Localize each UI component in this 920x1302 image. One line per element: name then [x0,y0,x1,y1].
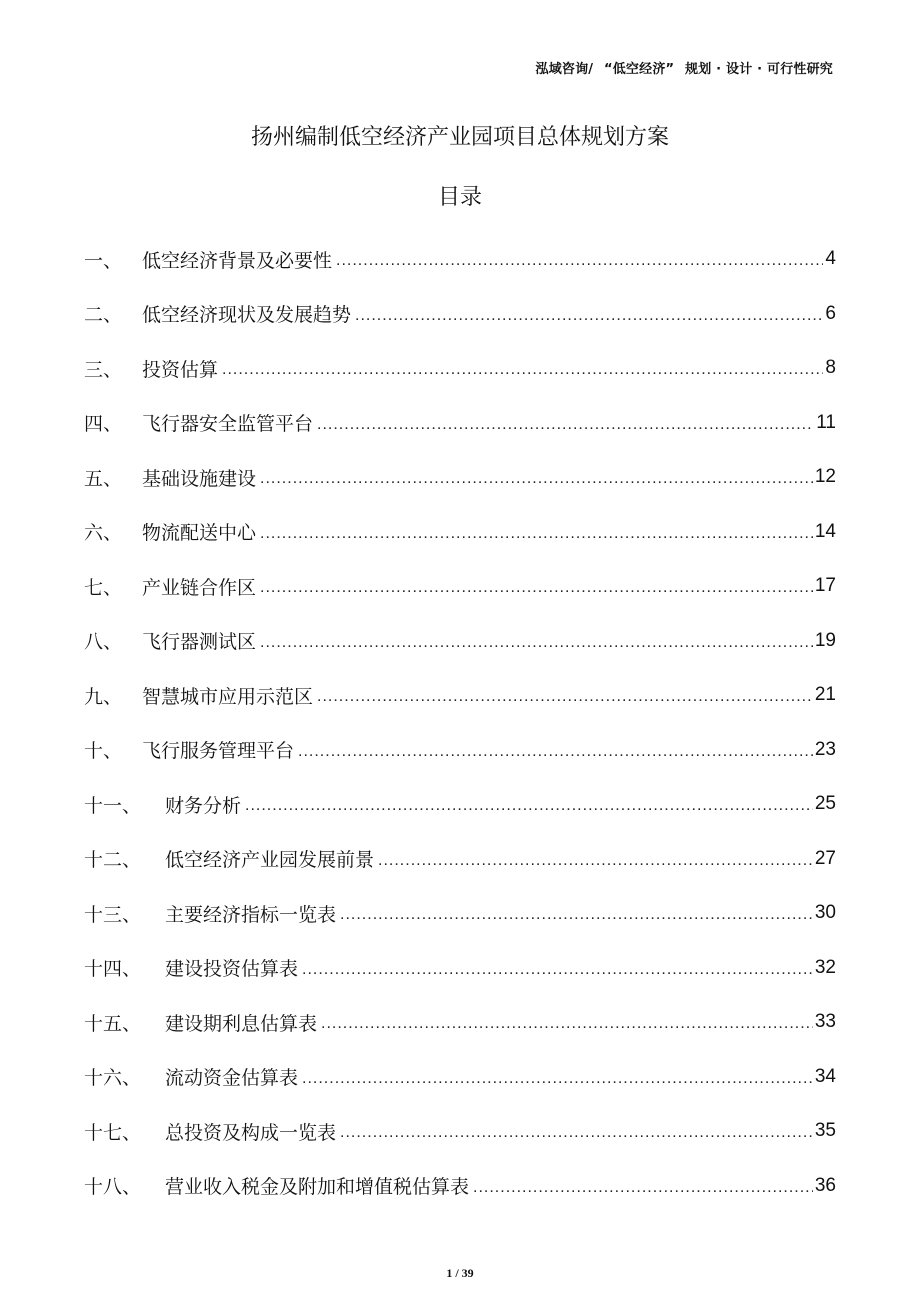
toc-entry[interactable] [84,232,836,287]
toc-dot-leader [260,525,813,543]
toc-entry-label: 智慧城市应用示范区 [142,685,314,708]
toc-entry[interactable] [84,777,836,832]
toc-entry-label: 飞行器测试区 [142,631,257,654]
toc-entry-number: 十六、 [84,1067,142,1090]
toc-dot-leader [340,1124,813,1142]
toc-entry[interactable] [84,341,836,396]
toc-entry-number: 八、 [84,631,123,654]
toc-dot-leader [355,307,823,325]
page-number-footer: 1 / 39 [446,1266,474,1280]
toc-entry-page: 12 [814,466,836,488]
toc-entry-number: 四、 [84,413,123,436]
header-brand: 泓域咨询/ [535,62,594,77]
toc-entry-label: 飞行服务管理平台 [142,740,295,763]
toc-dot-leader [336,252,823,270]
toc-heading: 目录 [437,185,482,210]
toc-entry-page: 11 [816,411,836,433]
toc-dot-leader [321,1015,813,1033]
toc-entry-label: 低空经济背景及必要性 [142,249,333,272]
toc-entry-label: 财务分析 [165,794,242,817]
toc-entry-page: 35 [814,1120,836,1142]
toc-entry[interactable] [84,614,836,669]
toc-entry[interactable] [84,723,836,778]
toc-entry[interactable] [84,832,836,887]
toc-entry-page: 34 [814,1065,836,1087]
toc-entry-label: 投资估算 [142,358,219,381]
header-service: 规划 · 设计 · 可行性研究 [685,62,833,77]
toc-entry-label: 低空经济产业园发展前景 [165,849,375,872]
toc-entry-page: 14 [814,520,836,542]
toc-dot-leader [317,688,813,706]
toc-entry[interactable] [84,668,836,723]
toc-dot-leader [298,743,813,761]
toc-entry-label: 流动资金估算表 [165,1067,299,1090]
toc-entry-number: 十、 [84,740,123,763]
toc-entry-label: 物流配送中心 [142,522,257,545]
toc-entry-number: 十五、 [84,1012,142,1035]
toc-entry[interactable] [84,1050,836,1105]
toc-entry-label: 主要经济指标一览表 [165,903,337,926]
toc-entry[interactable] [84,450,836,505]
toc-entry-number: 十一、 [84,794,142,817]
toc-entry-label: 飞行器安全监管平台 [142,413,314,436]
toc-entry-number: 五、 [84,467,123,490]
toc-entry-number: 十八、 [84,1176,142,1199]
toc-entry-number: 十七、 [84,1121,142,1144]
toc-entry-label: 产业链合作区 [142,576,257,599]
toc-dot-leader [473,1179,813,1197]
toc-entry-number: 十四、 [84,958,142,981]
toc-entry-page: 36 [814,1174,836,1196]
toc-dot-leader [260,470,813,488]
toc-entry[interactable] [84,505,836,560]
toc-entry[interactable] [84,941,836,996]
toc-entry-page: 33 [814,1011,836,1033]
toc-entry[interactable] [84,886,836,941]
toc-dot-leader [378,852,813,870]
toc-entry-number: 三、 [84,358,123,381]
toc-entry-number: 九、 [84,685,123,708]
toc-entry-label: 低空经济现状及发展趋势 [142,304,352,327]
toc-entry-label: 建设期利息估算表 [165,1012,318,1035]
toc-entry-page: 4 [825,248,836,270]
toc-entry-page: 30 [814,902,836,924]
toc-entry-number: 二、 [84,304,123,327]
toc-entry-number: 十三、 [84,903,142,926]
toc-entry-page: 6 [825,302,836,324]
toc-entry-page: 23 [814,738,836,760]
toc-dot-leader [222,361,823,379]
toc-entry[interactable] [84,1104,836,1159]
toc-dot-leader [260,579,813,597]
toc-entry-label: 总投资及构成一览表 [165,1121,337,1144]
toc-entry-number: 一、 [84,249,123,272]
header-topic: “低空经济” [603,62,675,77]
toc-entry[interactable] [84,995,836,1050]
toc-entry-number: 七、 [84,576,123,599]
toc-entry-page: 19 [814,629,836,651]
toc-entry-page: 27 [814,847,836,869]
toc-entry[interactable] [84,559,836,614]
toc-entry-page: 21 [814,684,836,706]
toc-entry-label: 营业收入税金及附加和增值税估算表 [165,1176,470,1199]
toc-entry-number: 六、 [84,522,123,545]
toc-dot-leader [317,416,814,434]
table-of-contents [84,232,836,1213]
page-header [533,58,837,77]
toc-entry[interactable] [84,1159,836,1214]
toc-dot-leader [302,1070,813,1088]
toc-entry-label: 基础设施建设 [142,467,257,490]
document-title: 扬州编制低空经济产业园项目总体规划方案 [250,125,669,150]
toc-entry-page: 8 [825,357,836,379]
toc-entry-page: 32 [814,956,836,978]
toc-dot-leader [302,961,813,979]
toc-dot-leader [340,906,813,924]
toc-dot-leader [245,797,813,815]
toc-entry-page: 17 [814,575,836,597]
toc-entry-page: 25 [814,793,836,815]
toc-entry-number: 十二、 [84,849,142,872]
toc-entry-label: 建设投资估算表 [165,958,299,981]
toc-entry[interactable] [84,396,836,451]
toc-dot-leader [260,634,813,652]
toc-entry[interactable] [84,287,836,342]
